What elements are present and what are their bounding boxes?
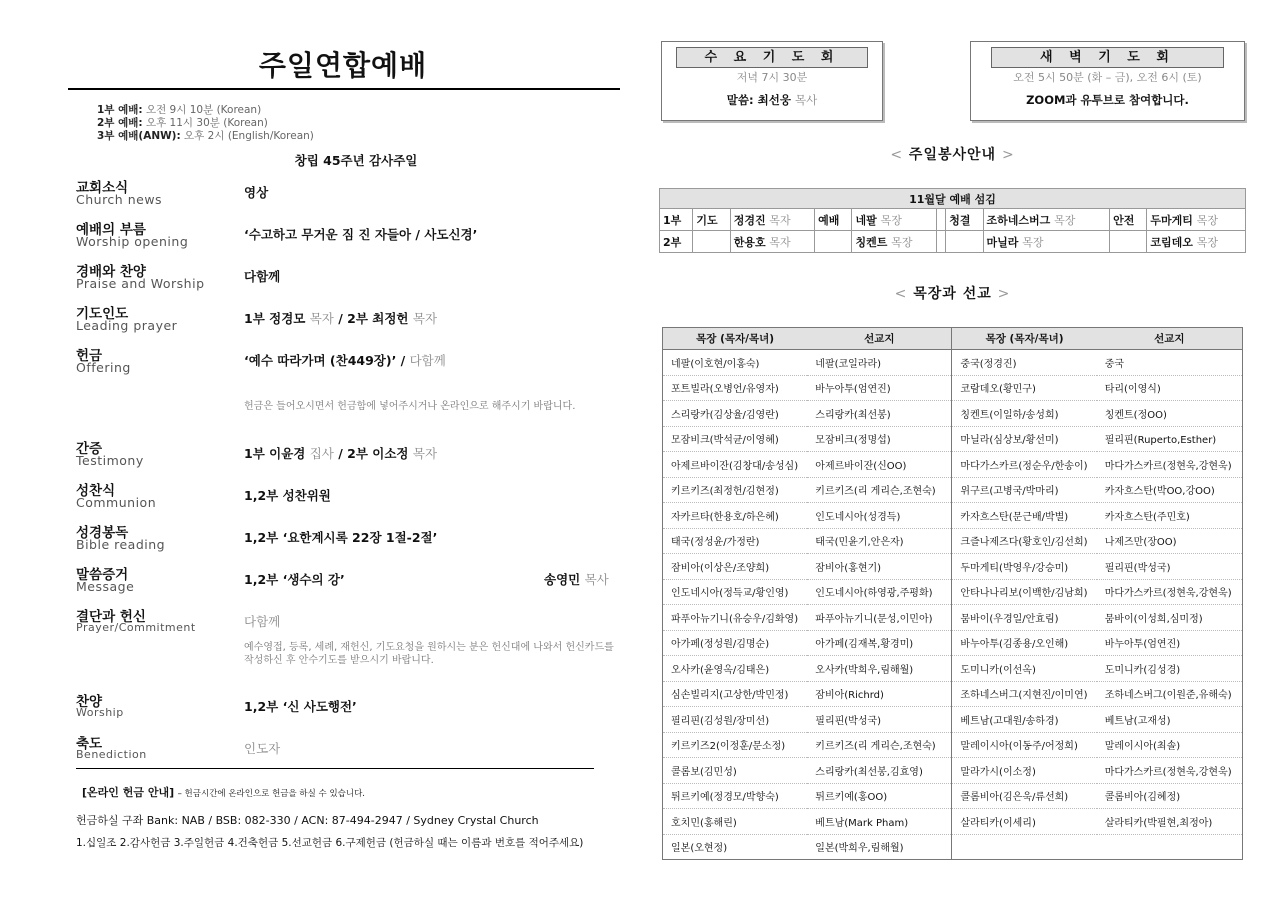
mission-row	[663, 630, 1243, 656]
serve-row-2	[660, 231, 1246, 253]
anniversary-subtitle: 창립 45주년 감사주일	[294, 153, 418, 168]
online-divider	[76, 768, 594, 769]
mission-cell-group: 아가페(정성원/김명순)	[663, 630, 808, 656]
mission-cell-field: 인도네시아(하영광,주평화)	[807, 579, 952, 605]
mission-cell-group: 콜롬비아(김은욱/류선희)	[952, 783, 1097, 809]
mission-cell-field: 필리핀(박성국)	[807, 707, 952, 733]
mission-cell-field: 네팔(코일라라)	[807, 350, 952, 376]
mission-cell-field: 잠비아(Richrd)	[807, 681, 952, 707]
mission-cell-group: 마다가스카르(정순우/한송이)	[952, 452, 1097, 478]
mission-heading: < 목장과 선교 >	[894, 286, 1011, 302]
serve-cell	[936, 209, 945, 231]
mission-cell-field: 타리(이영식)	[1097, 375, 1243, 401]
mission-cell-group: 자카르타(한용호/하은혜)	[663, 503, 808, 529]
mission-cell-field: 살라티카(박필현,최정아)	[1097, 809, 1243, 835]
mission-table	[662, 327, 1243, 860]
mission-row	[663, 579, 1243, 605]
mission-cell-group: 심손빌리지(고상한/박민정)	[663, 681, 808, 707]
mission-cell-group: 베트남(고대원/송하경)	[952, 707, 1097, 733]
serve-cell: 청결	[946, 209, 983, 231]
serve-row-1	[660, 209, 1246, 231]
mission-cell-field: 바누아투(엄연진)	[807, 375, 952, 401]
serve-cell	[936, 231, 945, 253]
mission-row	[663, 554, 1243, 580]
dawn-prayer-note: ZOOM과 유투브로 참여합니다.	[1026, 93, 1189, 107]
mission-cell-group: 포트빌라(오병언/유영자)	[663, 375, 808, 401]
mission-cell-field: 뭄바이(이성희,심미정)	[1097, 605, 1243, 631]
wednesday-prayer-time: 저녁 7시 30분	[736, 71, 808, 84]
mission-row	[663, 809, 1243, 835]
mission-cell-group: 바누아투(김종용/오인해)	[952, 630, 1097, 656]
mission-cell-group: 두마게티(박영우/강승미)	[952, 554, 1097, 580]
mission-row	[663, 401, 1243, 427]
serve-table-title-row: 11월달 예배 섬김	[660, 189, 1246, 209]
service-time-3: 3부 예배(ANW): 오후 2시 (English/Korean)	[97, 130, 314, 142]
mission-cell-field: 나제즈만(장OO)	[1097, 528, 1243, 554]
mission-row	[663, 503, 1243, 529]
offering-note: 헌금은 들어오시면서 헌금함에 넣어주시거나 온라인으로 해주시기 바랍니다.	[244, 401, 576, 412]
mission-cell-group: 네팔(이호현/이홍숙)	[663, 350, 808, 376]
mission-row	[663, 834, 1243, 860]
mission-cell-field: 아가페(김재복,황경미)	[807, 630, 952, 656]
dawn-prayer-box	[970, 41, 1245, 121]
mission-cell-field: 키르키즈(리 게리슨,조현숙)	[807, 477, 952, 503]
mission-row	[663, 605, 1243, 631]
mission-cell-field: 일본(박희우,림해월)	[807, 834, 952, 860]
mission-row	[663, 656, 1243, 682]
mission-row	[663, 477, 1243, 503]
mission-cell-group: 말레이시아(이동주/어정희)	[952, 732, 1097, 758]
mission-cell-group: 호치민(홍해린)	[663, 809, 808, 835]
mission-row	[663, 758, 1243, 784]
online-offering-codes: 1.십일조 2.감사헌금 3.주일헌금 4.건축헌금 5.선교헌금 6.구제헌금 (헌금하실 때는 이름과 번호를 적어주세요)	[76, 837, 584, 849]
mission-cell-group	[952, 834, 1097, 860]
mission-cell-group: 중국(정경진)	[952, 350, 1097, 376]
mission-cell-field: 스리랑카(최선봉)	[807, 401, 952, 427]
mission-cell-field: 콜롬비아(김혜정)	[1097, 783, 1243, 809]
mission-row	[663, 707, 1243, 733]
mission-cell-field: 중국	[1097, 350, 1243, 376]
mission-cell-group: 오사카(윤영옥/김태은)	[663, 656, 808, 682]
service-times	[97, 104, 314, 143]
mission-cell-field: 카자흐스탄(주민호)	[1097, 503, 1243, 529]
mission-cell-field: 도미니카(김성경)	[1097, 656, 1243, 682]
mission-cell-field: 베트남(Mark Pham)	[807, 809, 952, 835]
serve-table	[659, 188, 1246, 253]
mission-cell-group: 위구르(고병국/박마리)	[952, 477, 1097, 503]
mission-cell-group: 일본(오현정)	[663, 834, 808, 860]
mission-cell-group: 튀르키예(정경모/박향숙)	[663, 783, 808, 809]
mission-cell-field: 모잠비크(정명섭)	[807, 426, 952, 452]
mission-cell-field: 필리핀(박성국)	[1097, 554, 1243, 580]
wednesday-prayer-speaker: 말씀: 최선웅 목사	[726, 93, 818, 107]
mission-cell-field: 태국(민윤기,안은자)	[807, 528, 952, 554]
mission-cell-group: 필리핀(김성원/장미선)	[663, 707, 808, 733]
mission-cell-field: 마다가스카르(정현욱,강현욱)	[1097, 579, 1243, 605]
serve-cell: 안전	[1110, 209, 1147, 231]
serve-cell: 칭켄트 목장	[852, 231, 936, 253]
serve-cell: 네팔 목장	[852, 209, 936, 231]
mission-cell-field: 아제르바이잔(신OO)	[807, 452, 952, 478]
mission-cell-field: 인도네시아(성경득)	[807, 503, 952, 529]
serve-cell	[1110, 231, 1147, 253]
mission-row	[663, 732, 1243, 758]
message-preacher: 송영민 목사	[544, 572, 609, 587]
mission-cell-field: 키르키즈(리 게리슨,조현숙)	[807, 732, 952, 758]
mission-cell-group: 잠비아(이상은/조양희)	[663, 554, 808, 580]
dawn-prayer-time: 오전 5시 50분 (화 – 금), 오전 6시 (토)	[1013, 71, 1202, 84]
mission-cell-group: 안타나나리보(이백한/김남희)	[952, 579, 1097, 605]
mission-cell-group: 칭켄트(이일하/송성희)	[952, 401, 1097, 427]
mission-cell-field: 마다가스카르(정현욱,강현욱)	[1097, 758, 1243, 784]
commitment-note: 예수영접, 등록, 세례, 재헌신, 기도요청을 원하시는 분은 헌신대에 나와서 헌신카드를 작성하신 후 안수기도를 받으시기 바랍니다.	[244, 642, 614, 666]
online-bank-info: 헌금하실 구좌 Bank: NAB / BSB: 082-330 / ACN: 87-494-2947 / Sydney Crystal Church	[76, 814, 539, 827]
serve-cell	[815, 231, 852, 253]
mission-cell-group: 태국(정성윤/가정란)	[663, 528, 808, 554]
mission-cell-group: 카자흐스탄(문근배/박별)	[952, 503, 1097, 529]
mission-cell-group: 조하네스버그(지현진/이미연)	[952, 681, 1097, 707]
mission-cell-field: 파푸아뉴기니(문성,이민아)	[807, 605, 952, 631]
mission-cell-field: 필리핀(Ruperto,Esther)	[1097, 426, 1243, 452]
online-offering-heading: [온라인 헌금 안내] – 헌금시간에 온라인으로 헌금을 하실 수 있습니다.	[82, 786, 365, 799]
mission-cell-field: 스리랑카(최선봉,김효영)	[807, 758, 952, 784]
mission-cell-field: 카자흐스탄(박OO,강OO)	[1097, 477, 1243, 503]
mission-cell-group: 마닐라(심상보/황선미)	[952, 426, 1097, 452]
mission-cell-group: 뭄바이(우경일/안효림)	[952, 605, 1097, 631]
mission-cell-field: 튀르키예(홍OO)	[807, 783, 952, 809]
mission-cell-field: 바누아투(엄연진)	[1097, 630, 1243, 656]
serve-cell: 마닐라 목장	[983, 231, 1110, 253]
serve-cell: 예배	[815, 209, 852, 231]
serve-cell	[946, 231, 983, 253]
mission-cell-group: 모잠비크(박석균/이영혜)	[663, 426, 808, 452]
mission-row	[663, 426, 1243, 452]
title-divider	[68, 88, 620, 90]
mission-cell-group: 콜롬보(김민성)	[663, 758, 808, 784]
mission-cell-group: 키르키즈2(이정훈/문소정)	[663, 732, 808, 758]
mission-row	[663, 452, 1243, 478]
service-time-2: 2부 예배: 오후 11시 30분 (Korean)	[97, 117, 268, 129]
mission-header-row: 목장 (목자/목녀) 선교지 목장 (목자/목녀) 선교지	[663, 328, 1243, 350]
serve-cell: 기도	[693, 209, 730, 231]
mission-cell-group: 크즐나제즈다(황호인/김선희)	[952, 528, 1097, 554]
service-time-1: 1부 예배: 오전 9시 10분 (Korean)	[97, 104, 262, 116]
serve-cell: 한용호 목자	[730, 231, 814, 253]
serve-cell: 1부	[660, 209, 693, 231]
mission-cell-field	[1097, 834, 1243, 860]
serve-cell: 조하네스버그 목장	[983, 209, 1110, 231]
page-title: 주일연합예배	[258, 49, 428, 82]
serve-heading: < 주일봉사안내 >	[890, 147, 1015, 163]
mission-cell-group: 인도네시아(정득교/황인영)	[663, 579, 808, 605]
mission-cell-field: 칭켄트(정OO)	[1097, 401, 1243, 427]
mission-cell-group: 코람데오(황민구)	[952, 375, 1097, 401]
mission-cell-field: 베트남(고재성)	[1097, 707, 1243, 733]
mission-cell-group: 파푸아뉴기니(유승우/김화영)	[663, 605, 808, 631]
mission-row	[663, 681, 1243, 707]
mission-row	[663, 783, 1243, 809]
mission-cell-field: 조하네스버그(이원준,유해숙)	[1097, 681, 1243, 707]
serve-cell	[693, 231, 730, 253]
mission-cell-group: 살라티카(이세리)	[952, 809, 1097, 835]
mission-cell-field: 오사카(박희우,림해월)	[807, 656, 952, 682]
mission-row	[663, 375, 1243, 401]
wednesday-prayer-box	[661, 41, 883, 121]
mission-cell-field: 잠비아(홍현기)	[807, 554, 952, 580]
mission-row	[663, 350, 1243, 376]
serve-cell: 두마게티 목장	[1147, 209, 1246, 231]
mission-cell-group: 아제르바이잔(김창대/송성심)	[663, 452, 808, 478]
mission-cell-group: 말라가시(이소정)	[952, 758, 1097, 784]
dawn-prayer-title: 새 벽 기 도 회	[991, 47, 1224, 68]
serve-cell: 2부	[660, 231, 693, 253]
mission-cell-group: 키르키즈(최정헌/김현정)	[663, 477, 808, 503]
mission-cell-group: 스리랑카(김상율/김영란)	[663, 401, 808, 427]
mission-cell-field: 마다가스카르(정현욱,강현욱)	[1097, 452, 1243, 478]
wednesday-prayer-title: 수 요 기 도 회	[676, 47, 868, 68]
mission-cell-field: 말레이시아(최솔)	[1097, 732, 1243, 758]
mission-cell-group: 도미니카(이선옥)	[952, 656, 1097, 682]
serve-cell: 코림데오 목장	[1147, 231, 1246, 253]
serve-cell: 정경진 목자	[730, 209, 814, 231]
mission-row	[663, 528, 1243, 554]
